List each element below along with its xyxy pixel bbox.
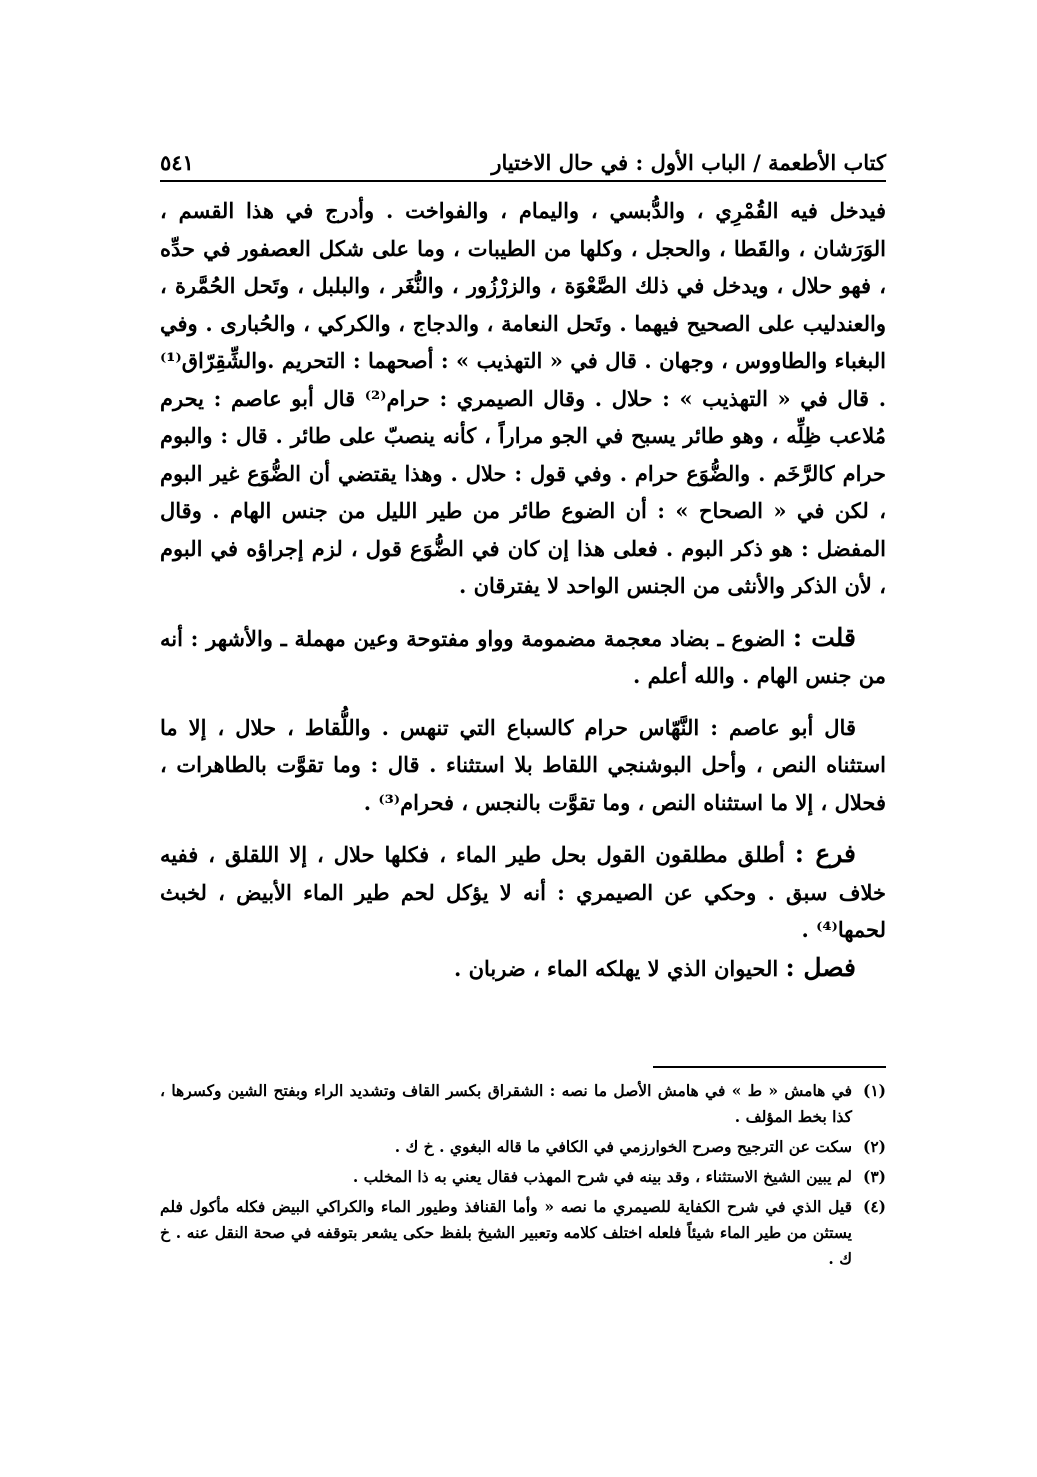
footnote-3-text: لم يبين الشيخ الاستثناء ، وقد بينه في شرح المهذب فقال يعني به ذا المخلب .: [352, 1167, 852, 1186]
paragraph-5-lead: فصل :: [785, 952, 856, 982]
header-divider: [160, 180, 886, 182]
main-text: [160, 192, 886, 987]
footnote-3-number: (٣): [862, 1167, 886, 1186]
footnote-1: [160, 1078, 886, 1130]
footnote-4-text: قيل الذي في شرح الكفاية للصيمري ما نصه « وأما القنافذ وطيور الماء والكراكي البيض فكله مأكول فلم يستثن من طير الماء شيئاً فلعله اختلف كلامه وتعبير الشيخ بلفظ حكى يشعر بتوقفه في صحة النقل عنه . خ ك .: [160, 1197, 852, 1268]
footnote-1-number: (١): [862, 1081, 886, 1100]
footnote-2-number: (٢): [862, 1137, 886, 1156]
footnote-4: [160, 1194, 886, 1272]
paragraph-2: [160, 619, 886, 695]
paragraph-2-lead: قلت :: [792, 622, 856, 652]
footnote-4-number: (٤): [862, 1197, 886, 1216]
paragraph-3: قال أبو عاصم : النَّهّاس حرام كالسباع التي تنهس . واللُّقاط ، حلال ، إلا ما استثناه النص ، وأحل البوشنجي اللقاط بلا استثناء . قال : وما تقوَّت بالطاهرات ، فحلال ، إلا ما استثناه النص ، وما تقوَّت بالنجس ، فحرام⁽³⁾ .: [160, 714, 886, 815]
footnote-2-text: سكت عن الترجيح وصرح الخوارزمي في الكافي ما قاله البغوي . خ ك .: [394, 1137, 852, 1156]
footnotes: [160, 1078, 886, 1276]
footnote-2: [160, 1134, 886, 1160]
footnote-1-text: في هامش « ط » في هامش الأصل ما نصه : الشقراق بكسر القاف وتشديد الراء وبفتح الشين وكسرها ، كذا بخط المؤلف .: [160, 1081, 852, 1126]
footnote-divider: [653, 1066, 886, 1068]
paragraph-2-text: الضوع ـ بضاد معجمة مضمومة وواو مفتوحة وعين مهملة ـ والأشهر : أنه من جنس الهام . والله أعلم .: [160, 625, 886, 688]
paragraph-5-text: الحيوان الذي لا يهلكه الماء ، ضربان .: [453, 955, 786, 981]
footnote-3: [160, 1164, 886, 1190]
running-header: [160, 137, 886, 175]
page-number: ٥٤١: [160, 150, 194, 175]
paragraph-4: [160, 835, 886, 949]
paragraph-5: [160, 949, 886, 988]
paragraph-1: فيدخل فيه القُمْرِي ، والدُّبسي ، واليمام ، والفواخت . وأدرج في هذا القسم ، الوَرَشان ، والقَطا ، والحجل ، وكلها من الطيبات ، وما على شكل العصفور في حدِّه ، فهو حلال ، ويدخل في ذلك الصَّعْوَة ، والزرْزُور ، والنُّغَر ، والبلبل ، وتَحل الحُمَّرة ، والعندليب على الصحيح فيهما . وتَحل النعامة ، والدجاج ، والكركي ، والحُبارى . وفي البغباء والطاووس ، وجهان . قال في « التهذيب » : أصحهما : التحريم .والشِّقِرّاق⁽¹⁾ . قال في « التهذيب » : حلال . وقال الصيمري : حرام⁽²⁾ قال أبو عاصم : يحرم مُلاعب ظِلِّه ، وهو طائر يسبح في الجو مراراً ، كأنه ينصبّ على طائر . قال : والبوم حرام كالرَّخَم . والضُّوَع حرام . وفي قول : حلال . وهذا يقتضي أن الضُّوَع غير البوم ، لكن في « الصحاح » : أن الضوع طائر من طير الليل من جنس الهام . وقال المفضل : هو ذكر البوم . فعلى هذا إن كان في الضُّوَع قول ، لزم إجراؤه في البوم ، لأن الذكر والأنثى من الجنس الواحد لا يفترقان .: [160, 198, 886, 598]
paragraph-4-text: أطلق مطلقون القول بحل طير الماء ، فكلها حلال ، إلا اللقلق ، ففيه خلاف سبق . وحكي عن الصيمري : أنه لا يؤكل لحم طير الماء الأبيض ، لخبث لحمها⁽⁴⁾ .: [160, 842, 886, 942]
paragraph-4-lead: فرع :: [794, 839, 856, 868]
chapter-title: كتاب الأطعمة / الباب الأول : في حال الاختيار: [491, 150, 886, 175]
